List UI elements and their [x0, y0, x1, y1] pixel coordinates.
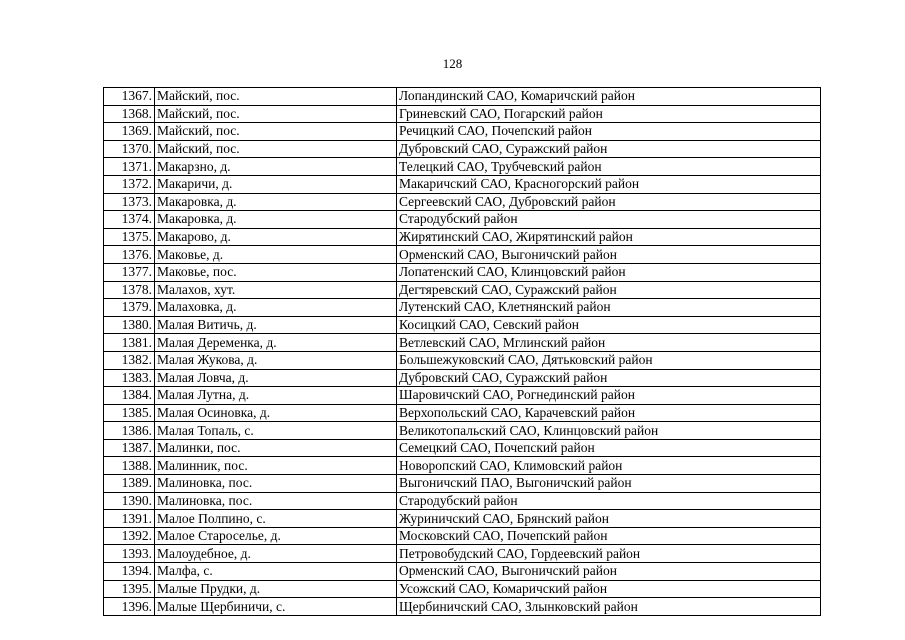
settlement-name-cell: Малая Витичь, д.	[155, 316, 397, 334]
row-number-cell: 1394.	[104, 563, 155, 581]
administrative-unit-cell: Петровобудский САО, Гордеевский район	[397, 545, 821, 563]
table-row	[104, 457, 821, 475]
row-number-cell: 1392.	[104, 527, 155, 545]
administrative-unit-cell: Ветлевский САО, Мглинский район	[397, 334, 821, 352]
row-number-cell: 1377.	[104, 263, 155, 281]
settlement-name-cell: Майский, пос.	[155, 123, 397, 141]
settlement-name-cell: Майский, пос.	[155, 140, 397, 158]
administrative-unit-cell: Макаричский САО, Красногорский район	[397, 175, 821, 193]
settlement-name-cell: Малое Полпино, с.	[155, 510, 397, 528]
table-body	[104, 88, 821, 616]
row-number-cell: 1367.	[104, 88, 155, 106]
table-row	[104, 140, 821, 158]
row-number-cell: 1375.	[104, 228, 155, 246]
administrative-unit-cell: Верхопольский САО, Карачевский район	[397, 404, 821, 422]
administrative-unit-cell: Стародубский район	[397, 492, 821, 510]
table-row	[104, 369, 821, 387]
table-row	[104, 351, 821, 369]
settlement-name-cell: Малинки, пос.	[155, 439, 397, 457]
row-number-cell: 1396.	[104, 598, 155, 616]
table-row	[104, 527, 821, 545]
settlement-name-cell: Макаричи, д.	[155, 175, 397, 193]
settlement-name-cell: Малая Деременка, д.	[155, 334, 397, 352]
table-row	[104, 193, 821, 211]
table-row	[104, 439, 821, 457]
administrative-unit-cell: Большежуковский САО, Дятьковский район	[397, 351, 821, 369]
row-number-cell: 1382.	[104, 351, 155, 369]
table-row	[104, 475, 821, 493]
table-row	[104, 175, 821, 193]
administrative-unit-cell: Усожский САО, Комаричский район	[397, 580, 821, 598]
settlement-name-cell: Макаровка, д.	[155, 211, 397, 229]
settlement-name-cell: Майский, пос.	[155, 105, 397, 123]
settlement-name-cell: Майский, пос.	[155, 88, 397, 106]
administrative-unit-cell: Лутенский САО, Клетнянский район	[397, 299, 821, 317]
settlement-name-cell: Малая Жукова, д.	[155, 351, 397, 369]
table-row	[104, 105, 821, 123]
settlement-name-cell: Малые Щербиничи, с.	[155, 598, 397, 616]
table-row	[104, 387, 821, 405]
settlement-name-cell: Макарово, д.	[155, 228, 397, 246]
table-row	[104, 563, 821, 581]
administrative-unit-cell: Выгоничский ПАО, Выгоничский район	[397, 475, 821, 493]
row-number-cell: 1381.	[104, 334, 155, 352]
table-row	[104, 598, 821, 616]
settlement-name-cell: Малаховка, д.	[155, 299, 397, 317]
row-number-cell: 1371.	[104, 158, 155, 176]
administrative-unit-cell: Семецкий САО, Почепский район	[397, 439, 821, 457]
settlement-name-cell: Макаровка, д.	[155, 193, 397, 211]
table-row	[104, 88, 821, 106]
administrative-unit-cell: Лопатенский САО, Клинцовский район	[397, 263, 821, 281]
administrative-unit-cell: Телецкий САО, Трубчевский район	[397, 158, 821, 176]
settlement-name-cell: Малое Староселье, д.	[155, 527, 397, 545]
settlement-name-cell: Малиновка, пос.	[155, 492, 397, 510]
settlement-name-cell: Маковье, пос.	[155, 263, 397, 281]
table-row	[104, 334, 821, 352]
table-row	[104, 263, 821, 281]
administrative-unit-cell: Сергеевский САО, Дубровский район	[397, 193, 821, 211]
table-row	[104, 158, 821, 176]
table-row	[104, 228, 821, 246]
row-number-cell: 1388.	[104, 457, 155, 475]
row-number-cell: 1389.	[104, 475, 155, 493]
row-number-cell: 1380.	[104, 316, 155, 334]
row-number-cell: 1395.	[104, 580, 155, 598]
administrative-unit-cell: Стародубский район	[397, 211, 821, 229]
table-row	[104, 316, 821, 334]
administrative-unit-cell: Орменский САО, Выгоничский район	[397, 563, 821, 581]
table-row	[104, 422, 821, 440]
row-number-cell: 1387.	[104, 439, 155, 457]
settlements-table	[103, 87, 821, 616]
table-row	[104, 510, 821, 528]
table-row	[104, 580, 821, 598]
row-number-cell: 1390.	[104, 492, 155, 510]
settlement-name-cell: Малая Топаль, с.	[155, 422, 397, 440]
administrative-unit-cell: Журиничский САО, Брянский район	[397, 510, 821, 528]
administrative-unit-cell: Лопандинский САО, Комаричский район	[397, 88, 821, 106]
row-number-cell: 1383.	[104, 369, 155, 387]
table-row	[104, 299, 821, 317]
row-number-cell: 1393.	[104, 545, 155, 563]
row-number-cell: 1374.	[104, 211, 155, 229]
administrative-unit-cell: Дубровский САО, Суражский район	[397, 369, 821, 387]
administrative-unit-cell: Дегтяревский САО, Суражский район	[397, 281, 821, 299]
settlement-name-cell: Малиновка, пос.	[155, 475, 397, 493]
row-number-cell: 1368.	[104, 105, 155, 123]
table-row	[104, 281, 821, 299]
row-number-cell: 1372.	[104, 175, 155, 193]
row-number-cell: 1373.	[104, 193, 155, 211]
table-row	[104, 545, 821, 563]
administrative-unit-cell: Московский САО, Почепский район	[397, 527, 821, 545]
table-row	[104, 246, 821, 264]
administrative-unit-cell: Гриневский САО, Погарский район	[397, 105, 821, 123]
table-row	[104, 404, 821, 422]
settlement-name-cell: Маковье, д.	[155, 246, 397, 264]
settlement-name-cell: Малоудебное, д.	[155, 545, 397, 563]
settlement-name-cell: Малинник, пос.	[155, 457, 397, 475]
settlement-name-cell: Малфа, с.	[155, 563, 397, 581]
row-number-cell: 1385.	[104, 404, 155, 422]
settlement-name-cell: Малая Лутна, д.	[155, 387, 397, 405]
administrative-unit-cell: Орменский САО, Выгоничский район	[397, 246, 821, 264]
administrative-unit-cell: Шаровичский САО, Рогнединский район	[397, 387, 821, 405]
row-number-cell: 1369.	[104, 123, 155, 141]
settlement-name-cell: Малые Прудки, д.	[155, 580, 397, 598]
administrative-unit-cell: Дубровский САО, Суражский район	[397, 140, 821, 158]
administrative-unit-cell: Косицкий САО, Севский район	[397, 316, 821, 334]
settlement-name-cell: Малая Ловча, д.	[155, 369, 397, 387]
administrative-unit-cell: Речицкий САО, Почепский район	[397, 123, 821, 141]
administrative-unit-cell: Новоропский САО, Климовский район	[397, 457, 821, 475]
table-row	[104, 123, 821, 141]
row-number-cell: 1376.	[104, 246, 155, 264]
row-number-cell: 1370.	[104, 140, 155, 158]
administrative-unit-cell: Жирятинский САО, Жирятинский район	[397, 228, 821, 246]
settlement-name-cell: Макарзно, д.	[155, 158, 397, 176]
table-row	[104, 211, 821, 229]
settlement-name-cell: Малая Осиновка, д.	[155, 404, 397, 422]
administrative-unit-cell: Щербиничский САО, Злынковский район	[397, 598, 821, 616]
row-number-cell: 1378.	[104, 281, 155, 299]
page-number: 128	[442, 56, 463, 71]
row-number-cell: 1379.	[104, 299, 155, 317]
row-number-cell: 1384.	[104, 387, 155, 405]
administrative-unit-cell: Великотопальский САО, Клинцовский район	[397, 422, 821, 440]
row-number-cell: 1391.	[104, 510, 155, 528]
table-row	[104, 492, 821, 510]
settlement-name-cell: Малахов, хут.	[155, 281, 397, 299]
row-number-cell: 1386.	[104, 422, 155, 440]
